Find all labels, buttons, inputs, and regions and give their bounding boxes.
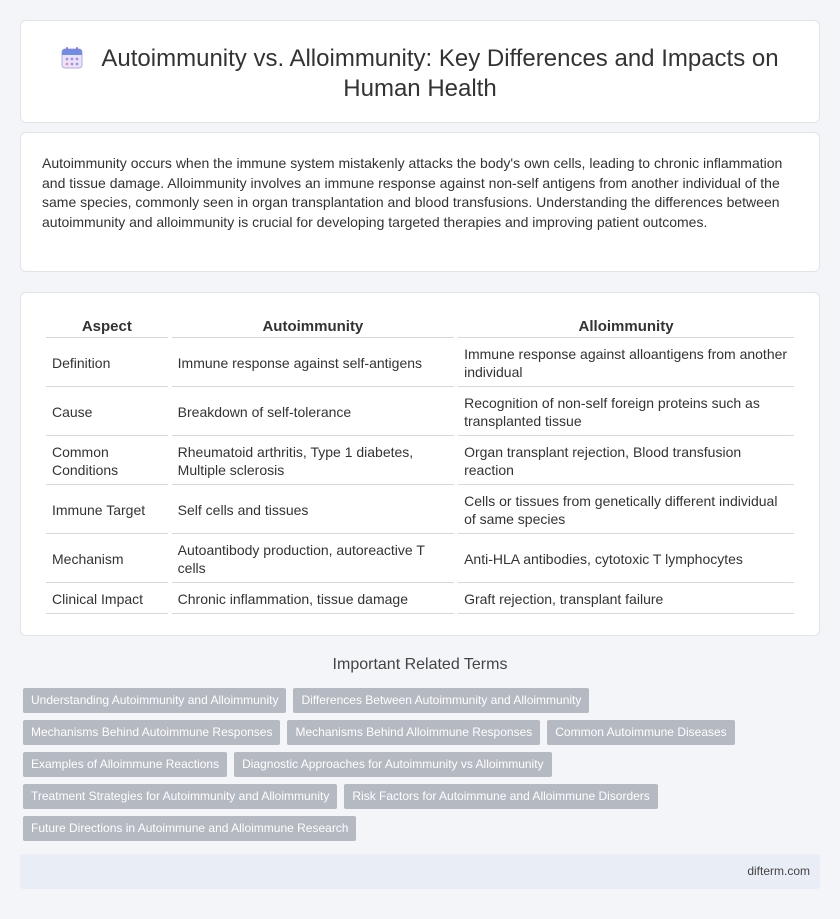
related-term-link[interactable]: Future Directions in Autoimmune and Alloimmune Research	[23, 816, 356, 841]
title-card	[20, 20, 820, 123]
cell-alloimmunity: Graft rejection, transplant failure	[458, 583, 794, 614]
tag-row	[23, 752, 823, 777]
page-title: Autoimmunity vs. Alloimmunity: Key Differences and Impacts on Human Health	[101, 45, 779, 102]
header-alloimmunity: Alloimmunity	[458, 315, 794, 338]
table-row	[46, 534, 794, 583]
comparison-table	[42, 315, 798, 614]
intro-card	[20, 132, 820, 272]
related-term-link[interactable]: Mechanisms Behind Autoimmune Responses	[23, 720, 280, 745]
header-autoimmunity: Autoimmunity	[172, 315, 454, 338]
cell-autoimmunity: Chronic inflammation, tissue damage	[172, 583, 454, 614]
cell-aspect: Definition	[46, 338, 168, 387]
cell-aspect: Immune Target	[46, 485, 168, 534]
cell-aspect: Mechanism	[46, 534, 168, 583]
cell-alloimmunity: Immune response against alloantigens from another individual	[458, 338, 794, 387]
tag-row	[23, 688, 823, 713]
related-term-link[interactable]: Common Autoimmune Diseases	[547, 720, 734, 745]
cell-aspect: Common Conditions	[46, 436, 168, 485]
tag-row	[23, 784, 823, 809]
related-terms-list	[23, 688, 823, 848]
page-title-wrap	[51, 44, 789, 104]
cell-autoimmunity: Self cells and tissues	[172, 485, 454, 534]
intro-paragraph: Autoimmunity occurs when the immune system mistakenly attacks the body's own cells, leading to chronic inflammation and tissue damage. Alloimmunity involves an immune response against non-self antigens from another individual of the same species, commonly seen in organ transplantation and blood transfusions. Understanding the differences between autoimmunity and alloimmunity is crucial for developing targeted therapies and improving patient outcomes.	[42, 155, 783, 230]
table-header-row	[46, 315, 794, 338]
related-term-link[interactable]: Understanding Autoimmunity and Alloimmunity	[23, 688, 286, 713]
cell-alloimmunity: Cells or tissues from genetically different individual of same species	[458, 485, 794, 534]
cell-aspect: Cause	[46, 387, 168, 436]
comparison-card	[20, 292, 820, 636]
cell-autoimmunity: Breakdown of self-tolerance	[172, 387, 454, 436]
cell-aspect: Clinical Impact	[46, 583, 168, 614]
related-term-link[interactable]: Differences Between Autoimmunity and Alloimmunity	[293, 688, 589, 713]
footer	[20, 854, 820, 889]
footer-site-link[interactable]: difterm.com	[747, 864, 810, 878]
table-row	[46, 583, 794, 614]
table-row	[46, 485, 794, 534]
related-term-link[interactable]: Diagnostic Approaches for Autoimmunity vs Alloimmunity	[234, 752, 551, 777]
cell-autoimmunity: Rheumatoid arthritis, Type 1 diabetes, Multiple sclerosis	[172, 436, 454, 485]
cell-alloimmunity: Anti-HLA antibodies, cytotoxic T lymphocytes	[458, 534, 794, 583]
table-row	[46, 338, 794, 387]
header-aspect: Aspect	[46, 315, 168, 338]
calendar-icon	[61, 47, 83, 69]
tag-row	[23, 720, 823, 745]
related-term-link[interactable]: Risk Factors for Autoimmune and Alloimmune Disorders	[344, 784, 657, 809]
related-term-link[interactable]: Examples of Alloimmune Reactions	[23, 752, 227, 777]
table-row	[46, 436, 794, 485]
cell-autoimmunity: Autoantibody production, autoreactive T cells	[172, 534, 454, 583]
related-terms-heading: Important Related Terms	[332, 656, 508, 673]
table-row	[46, 387, 794, 436]
related-term-link[interactable]: Treatment Strategies for Autoimmunity and Alloimmunity	[23, 784, 337, 809]
cell-autoimmunity: Immune response against self-antigens	[172, 338, 454, 387]
cell-alloimmunity: Organ transplant rejection, Blood transfusion reaction	[458, 436, 794, 485]
cell-alloimmunity: Recognition of non-self foreign proteins such as transplanted tissue	[458, 387, 794, 436]
tag-row	[23, 816, 823, 841]
related-term-link[interactable]: Mechanisms Behind Alloimmune Responses	[287, 720, 540, 745]
